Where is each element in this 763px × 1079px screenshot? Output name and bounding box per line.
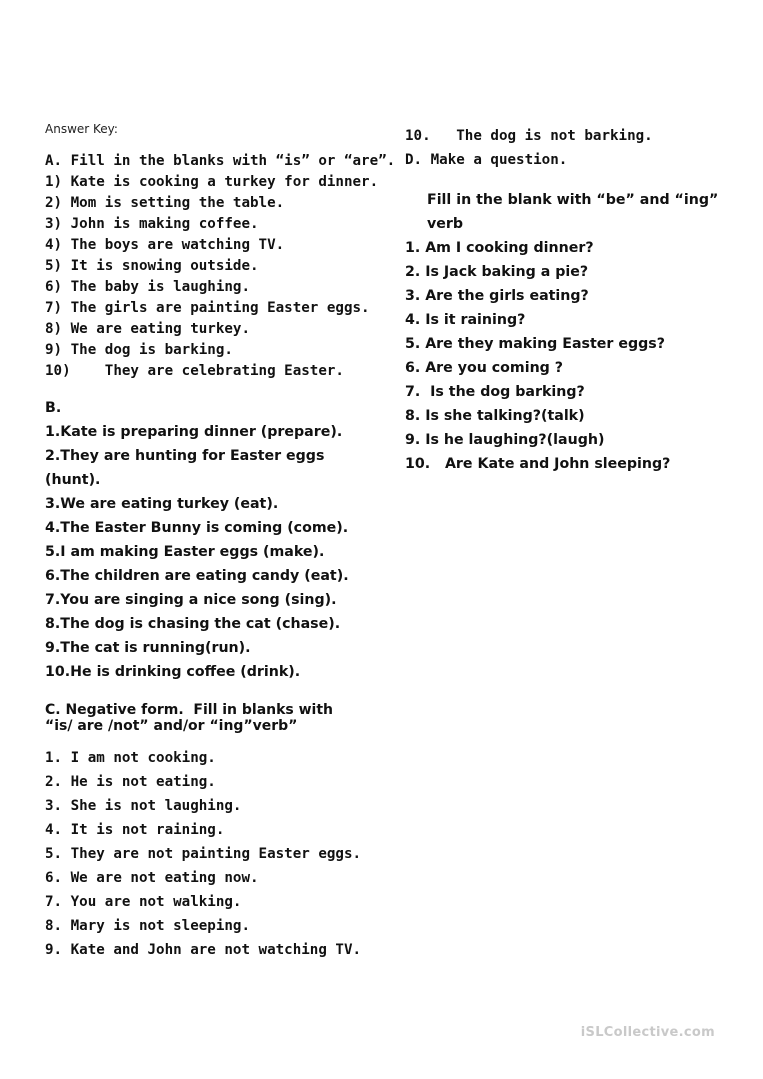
list-item: 7. Is the dog barking?	[405, 384, 585, 400]
list-item: 10) They are celebrating Easter.	[45, 363, 344, 379]
list-item: 3. Are the girls eating?	[405, 288, 589, 304]
list-item: 6. We are not eating now.	[45, 870, 259, 886]
left-column	[45, 122, 396, 962]
section-c-heading	[45, 702, 380, 734]
list-item: 2.They are hunting for Easter eggs	[45, 448, 325, 464]
list-item: 4. Is it raining?	[405, 312, 526, 328]
list-item: 3.We are eating turkey (eat).	[45, 496, 279, 512]
list-item: 8) We are eating turkey.	[45, 321, 250, 337]
list-item: 6) The baby is laughing.	[45, 279, 250, 295]
list-item: 1.Kate is preparing dinner (prepare).	[45, 424, 343, 440]
list-item: 10. Are Kate and John sleeping?	[405, 456, 671, 472]
section-c	[45, 702, 380, 962]
list-item: 2) Mom is setting the table.	[45, 195, 285, 211]
section-b-heading: B.	[45, 400, 62, 416]
answer-key-label: Answer Key:	[45, 122, 118, 136]
list-item: 10.He is drinking coffee (drink).	[45, 664, 301, 680]
list-item: 1. I am not cooking.	[45, 750, 216, 766]
list-item: 4. It is not raining.	[45, 822, 225, 838]
list-item: 2. He is not eating.	[45, 774, 216, 790]
list-item: 4) The boys are watching TV.	[45, 237, 285, 253]
section-a-heading: A. Fill in the blanks with “is” or “are”.	[45, 153, 396, 169]
list-item: 6.The children are eating candy (eat).	[45, 568, 349, 584]
list-item: 9. Is he laughing?(laugh)	[405, 432, 605, 448]
list-item: 1) Kate is cooking a turkey for dinner.	[45, 174, 379, 190]
list-item: 8.The dog is chasing the cat (chase).	[45, 616, 341, 632]
section-c-heading-line2: “is/ are /not” and/or “ing”verb”	[45, 718, 298, 734]
watermark-logo: iSLCollective.com	[580, 1025, 715, 1040]
list-item: 9. Kate and John are not watching TV.	[45, 942, 362, 958]
list-item: (hunt).	[45, 472, 101, 488]
section-b	[45, 396, 380, 684]
list-item: 9) The dog is barking.	[45, 342, 233, 358]
list-item: 7.You are singing a nice song (sing).	[45, 592, 337, 608]
list-item: 4.The Easter Bunny is coming (come).	[45, 520, 349, 536]
section-d-instruction-line2: verb	[427, 216, 464, 232]
list-item: 1. Am I cooking dinner?	[405, 240, 594, 256]
section-d-list	[405, 236, 750, 476]
list-item: 9.The cat is running(run).	[45, 640, 251, 656]
list-item: 5) It is snowing outside.	[45, 258, 259, 274]
list-item: 5. They are not painting Easter eggs.	[45, 846, 362, 862]
list-item: 8. Is she talking?(talk)	[405, 408, 585, 424]
list-item: 5.I am making Easter eggs (make).	[45, 544, 325, 560]
right-column	[405, 124, 750, 476]
section-d-heading: D. Make a question.	[405, 152, 568, 168]
list-item: 2. Is Jack baking a pie?	[405, 264, 589, 280]
list-item: 7. You are not walking.	[45, 894, 242, 910]
list-item: 7) The girls are painting Easter eggs.	[45, 300, 370, 316]
section-d-instruction-line1: Fill in the blank with “be” and “ing”	[427, 192, 719, 208]
section-c-item-10: 10. The dog is not barking.	[405, 128, 653, 144]
section-a	[45, 150, 396, 382]
section-c-heading-line1: C. Negative form. Fill in blanks with	[45, 702, 334, 718]
list-item: 5. Are they making Easter eggs?	[405, 336, 665, 352]
list-item: 6. Are you coming ?	[405, 360, 564, 376]
list-item: 8. Mary is not sleeping.	[45, 918, 250, 934]
section-d-instruction	[427, 188, 750, 236]
list-item: 3. She is not laughing.	[45, 798, 242, 814]
list-item: 3) John is making coffee.	[45, 216, 259, 232]
